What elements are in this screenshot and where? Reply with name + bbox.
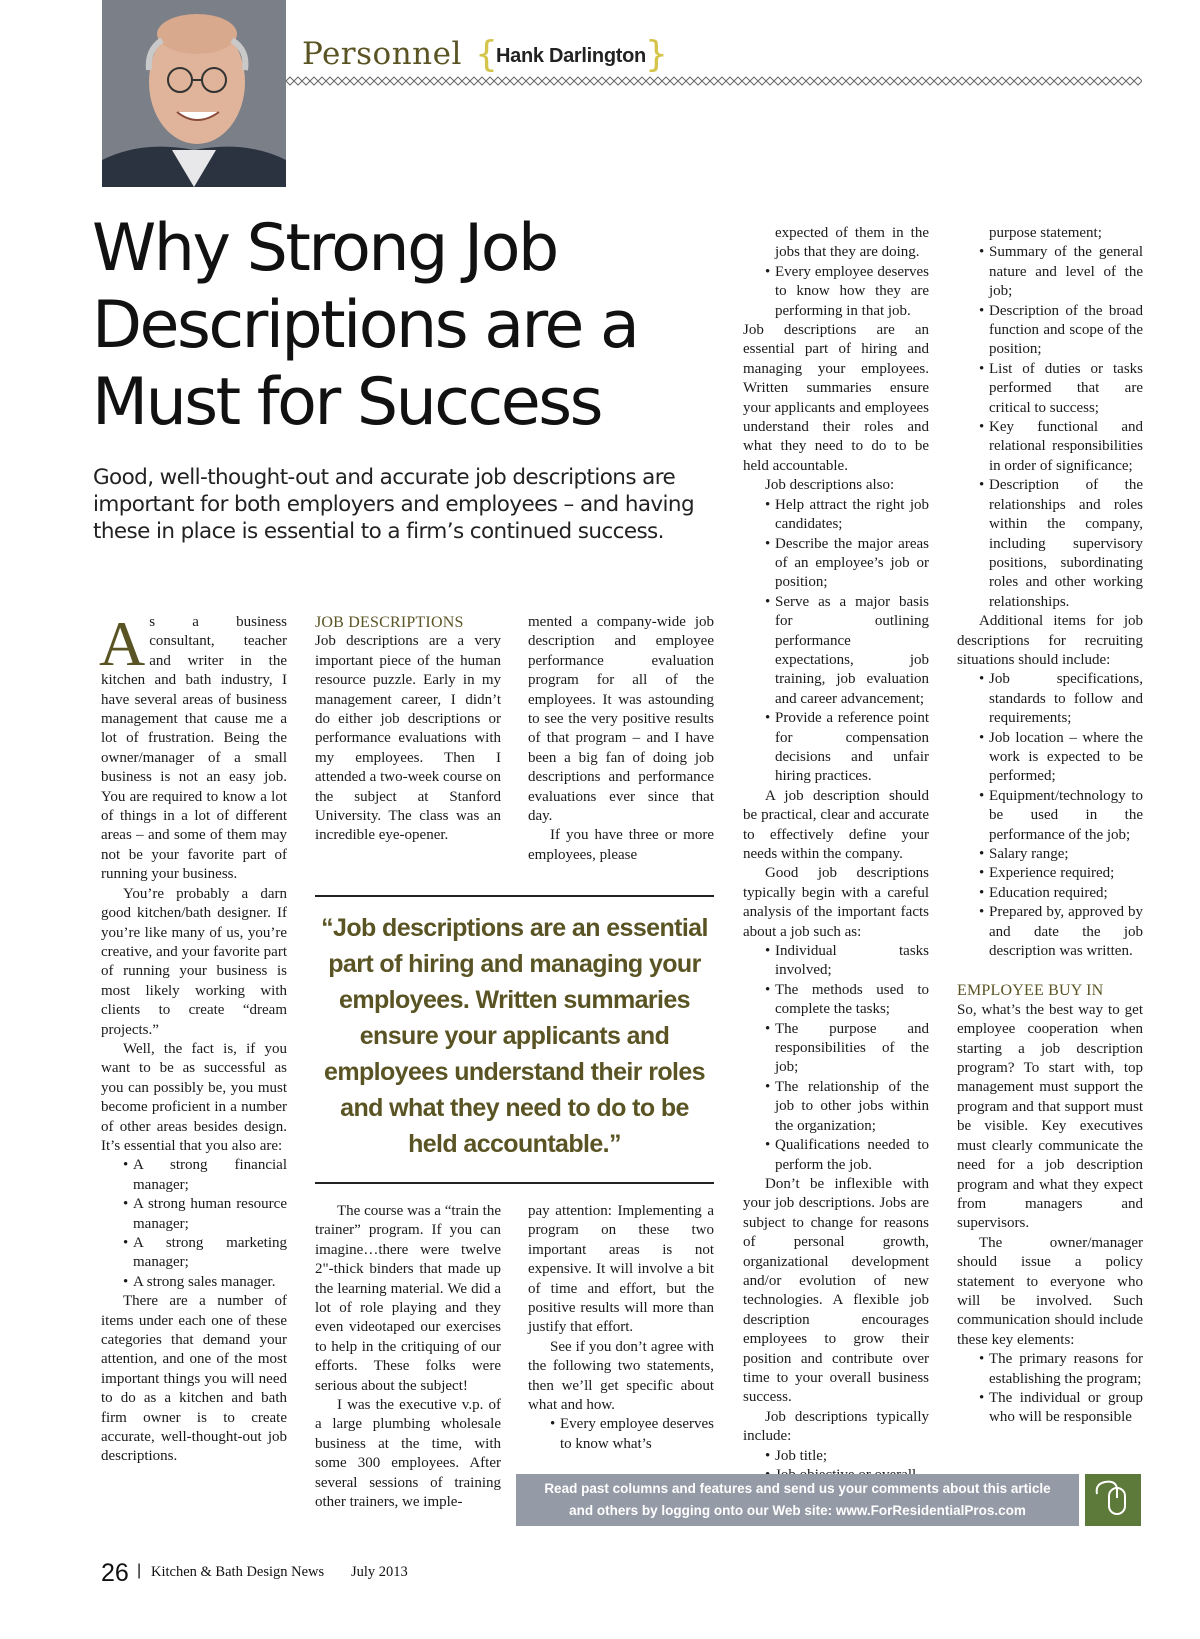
issue-date: July 2013 bbox=[351, 1564, 408, 1580]
list-item: • The primary reasons for establishing the program; bbox=[979, 1350, 1143, 1389]
list-item: • Provide a reference point for compensation decisions and unfair hiring practices. bbox=[765, 709, 929, 787]
brace-close: } bbox=[645, 34, 668, 75]
list-item: • Key functional and relational responsibilities in order of significance; bbox=[979, 418, 1143, 476]
paragraph: Job descriptions typically include: bbox=[743, 1408, 929, 1445]
paragraph: So, what’s the best way to get employee cooperation when starting a job description program? To start with, top management must support the program and that support must be visible. Key executives must clearly communicate the need for a job description program and what they expect from managers and supervisors. bbox=[957, 1001, 1143, 1232]
section-label: Personnel bbox=[302, 36, 462, 72]
list-item: • Every employee deserves to know how they are performing in that job. bbox=[765, 263, 929, 321]
list-item: • The relationship of the job to other jobs within the organization; bbox=[765, 1078, 929, 1136]
list-item: • Job specifications, standards to follow and requirements; bbox=[979, 670, 1143, 728]
list-item: • Prepared by, approved by and date the job description was written. bbox=[979, 903, 1143, 961]
paragraph-continuation: purpose statement; bbox=[989, 225, 1102, 241]
paragraph: Don’t be inflexible with your job descriptions. Jobs are subject to change for reasons of personal growth, organizational development and/or evolution of new technologies. A flexible job description encourages employees to grow their position and contribute over time to your overall business success. bbox=[743, 1175, 929, 1406]
paragraph-text: s a business consultant, teacher and writer in the kitchen and bath industry, I have several areas of business management that cause me a lot of frustration. Being the owner/manager of a small business is not an easy job. You are required to know a lot of things in a lot of different areas – and some of them may not be your favorite part of running your business. bbox=[101, 614, 287, 883]
paragraph: The course was a “train the trainer” program. If you can imagine…there were twelve 2"-thick binders that made up the learning material. We did a lot of role playing and they even videotaped our exercises to help in the critiquing of our efforts. These folks were serious about the subject! bbox=[315, 1203, 501, 1394]
paragraph: There are a number of items under each one of these categories that demand your attention, and one of the most important things you will need to do as a kitchen and bath firm owner is to create accurate, well-thought-out job descriptions. bbox=[101, 1293, 287, 1465]
website-promo-box[interactable] bbox=[516, 1474, 1079, 1526]
list-item: • A strong marketing manager; bbox=[123, 1234, 287, 1273]
list-item: • Describe the major areas of an employee’s job or position; bbox=[765, 535, 929, 593]
list-item: • Description of the relationships and roles within the company, including supervisory positions, subordinating roles and other working relationships. bbox=[979, 476, 1143, 612]
pull-quote: “Job descriptions are an essential part of hiring and managing your employees. Written summaries ensure your applicants and employees understand their roles and what they need to do to be held accountable.” bbox=[321, 914, 708, 1158]
author-photo bbox=[102, 0, 286, 187]
list-item: • Summary of the general nature and level of the job; bbox=[979, 243, 1143, 301]
list-item: • A strong financial manager; bbox=[123, 1156, 287, 1195]
paragraph: pay attention: Implementing a program on these two important areas is not expensive. It will involve a bit of time and effort, but the positive results will more than justify that effort. bbox=[528, 1203, 714, 1336]
list-item: • Description of the broad function and scope of the position; bbox=[979, 302, 1143, 360]
decorative-zigzag-rule bbox=[286, 76, 1142, 86]
list-item: • The methods used to complete the tasks; bbox=[765, 981, 929, 1020]
mouse-icon bbox=[1085, 1474, 1141, 1526]
paragraph: Job descriptions also: bbox=[765, 477, 895, 494]
column-2-bottom bbox=[315, 1202, 501, 1513]
paragraph: If you have three or more employees, please bbox=[528, 827, 714, 863]
bullet-list bbox=[528, 1415, 714, 1454]
paragraph: Job descriptions are a very important piece of the human resource puzzle. Early in my management career, I didn’t do either job descriptions or performance evaluations with my employees. Then I attended a two-week course on the subject at Stanford University. The class was an incredible eye-opener. bbox=[315, 633, 501, 844]
paragraph: The owner/manager should issue a policy statement to everyone who will be involved. Such communication should include these key elements: bbox=[957, 1234, 1143, 1348]
publication-name: Kitchen & Bath Design News bbox=[151, 1564, 325, 1580]
column-3-bottom bbox=[528, 1202, 714, 1454]
paragraph: Job descriptions are an essential part of hiring and managing your employees. Written summaries ensure your applicants and employees understand their roles and what they need to do to be held accountable. bbox=[743, 322, 929, 474]
paragraph: A job description should be practical, clear and accurate to effectively define your needs within the company. bbox=[743, 787, 929, 862]
paragraph-continuation: expected of them in the jobs that they are doing. bbox=[775, 225, 929, 261]
promo-line-1: Read past columns and features and send us your comments about this article bbox=[544, 1481, 1051, 1496]
list-item: • A strong sales manager. bbox=[123, 1273, 287, 1292]
paragraph: Good job descriptions typically begin with a careful analysis of the important facts about a job such as: bbox=[743, 865, 929, 940]
subhead-job-descriptions: JOB DESCRIPTIONS bbox=[315, 614, 464, 631]
page-number: 26 bbox=[101, 1559, 129, 1587]
drop-cap: A bbox=[99, 608, 146, 679]
list-item: • List of duties or tasks performed that are critical to success; bbox=[979, 360, 1143, 418]
list-item: • Qualifications needed to perform the job. bbox=[765, 1136, 929, 1175]
article-headline: Why Strong Job Descriptions are a Must for Success bbox=[92, 211, 638, 440]
list-item: • Equipment/technology to be used in the performance of the job; bbox=[979, 787, 1143, 845]
list-item: • Every employee deserves to know what’s bbox=[550, 1415, 714, 1454]
author-name: Hank Darlington bbox=[496, 45, 646, 67]
paragraph: You’re probably a darn good kitchen/bath designer. If you’re like many of us, you’re creative, and your favorite part of running your business is most likely working with clients to create “dream projects.” bbox=[101, 885, 287, 1038]
paragraph: Well, the fact is, if you want to be as successful as you can possibly be, you must become proficient in a number of other areas besides design. It’s essential that you also are: bbox=[101, 1040, 287, 1154]
subhead-employee-buy-in: EMPLOYEE BUY IN bbox=[957, 982, 1104, 1000]
bullet-list bbox=[101, 1156, 287, 1292]
column-3-top bbox=[528, 613, 714, 865]
article-deck: Good, well-thought-out and accurate job descriptions are important for both employers and employees – and having these in place is essential to a firm’s continued success. bbox=[93, 465, 694, 544]
list-item: • The purpose and responsibilities of the job; bbox=[765, 1020, 929, 1078]
list-item: • Help attract the right job candidates; bbox=[765, 496, 929, 535]
list-item: • Individual tasks involved; bbox=[765, 942, 929, 981]
paragraph bbox=[99, 608, 287, 885]
paragraph: I was the executive v.p. of a large plumbing wholesale business at the time, with some 300 employees. After several sessions of training other trainers, we imple- bbox=[315, 1397, 501, 1511]
bullet-list bbox=[743, 263, 929, 321]
list-item: • Job title; bbox=[765, 1447, 929, 1466]
promo-line-2[interactable]: and others by logging onto our Web site: www.ForResidentialPros.com bbox=[569, 1503, 1026, 1518]
paragraph: Additional items for job descriptions for recruiting situations should include: bbox=[957, 613, 1143, 668]
list-item: • Education required; bbox=[979, 884, 1143, 903]
list-item: • Serve as a major basis for outlining performance expectations, job training, job evaluation and career advancement; bbox=[765, 593, 929, 709]
pullquote-rule-top bbox=[315, 895, 714, 897]
list-item: • A strong human resource manager; bbox=[123, 1195, 287, 1234]
paragraph: See if you don’t agree with the following two statements, then we’ll get specific about what and how. bbox=[528, 1338, 714, 1414]
list-item: • Job location – where the work is expected to be performed; bbox=[979, 729, 1143, 787]
pullquote-rule-bottom bbox=[315, 1182, 714, 1184]
column-5 bbox=[957, 224, 1143, 1428]
bullet-list bbox=[743, 942, 929, 1175]
column-1 bbox=[99, 608, 287, 1467]
list-item: • The individual or group who will be responsible bbox=[979, 1389, 1143, 1428]
footer-separator: | bbox=[137, 1562, 142, 1579]
column-2-top bbox=[315, 613, 501, 846]
bullet-list bbox=[957, 243, 1143, 612]
brace-open: { bbox=[475, 34, 498, 75]
paragraph: mented a company-wide job description and employee performance evaluation program for all of the employees. It was astounding to see the very positive results of that program – and I have been a big fan of doing job descriptions and performance evaluations ever since that day. bbox=[528, 614, 714, 825]
column-4 bbox=[743, 224, 929, 1485]
bullet-list bbox=[957, 1350, 1143, 1428]
bullet-list bbox=[957, 670, 1143, 961]
list-item: • Experience required; bbox=[979, 864, 1143, 883]
list-item: • Salary range; bbox=[979, 845, 1143, 864]
bullet-list bbox=[743, 496, 929, 787]
